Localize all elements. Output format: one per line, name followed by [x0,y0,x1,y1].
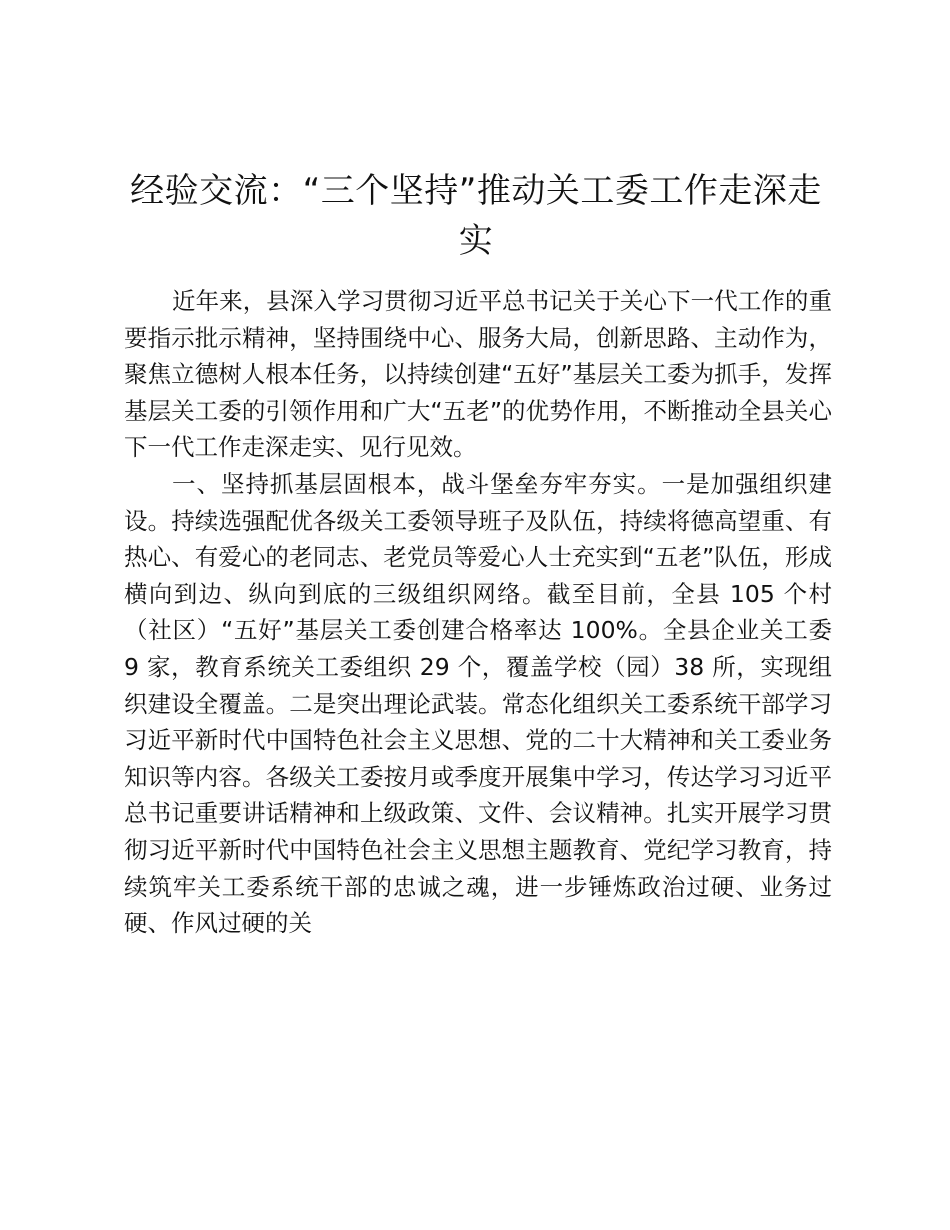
document-body [124,283,832,942]
document-title: 经验交流：“三个坚持”推动关工委工作走深走实 [130,171,822,261]
paragraph-section-one-text: 一是加强组织建设。持续选强配优各级关工委领导班子及队伍，持续将德高望重、有热心、有爱心的老同志、老党员等爱心人士充实到“五老”队伍，形成横向到边、纵向到底的三级组织网络。截至目前，全县 105 个村（社区）“五好”基层关工委创建合格率达 100%。全县企业关工委 9 家，教育系统关工委组织 29 个，覆盖学校（园）38 所，实现组织建设全覆盖。二是突出理论武装。常态化组织关工委系统干部学习习近平新时代中国特色社会主义思想、党的二十大精神和关工委业务知识等内容。各级关工委按月或季度开展集中学习，传达学习习近平总书记重要讲话精神和上级政策、文件、会议精神。扎实开展学习贯彻习近平新时代中国特色社会主义思想主题教育、党纪学习教育，持续筑牢关工委系统干部的忠诚之魂，进一步锤炼政治过硬、业务过硬、作风过硬的关 [124,469,833,938]
section-one-heading: 一、坚持抓基层固根本，战斗堡垒夯牢夯实。 [172,469,662,498]
paragraph-intro [124,283,832,466]
paragraph-intro-text: 近年来，县深入学习贯彻习近平总书记关于关心下一代工作的重要指示批示精神，坚持围绕中心、服务大局，创新思路、主动作为，聚焦立德树人根本任务，以持续创建“五好”基层关工委为抓手，发挥基层关工委的引领作用和广大“五老”的优势作用，不断推动全县关心下一代工作走深走实、见行见效。 [124,287,832,462]
paragraph-section-one [124,466,832,942]
